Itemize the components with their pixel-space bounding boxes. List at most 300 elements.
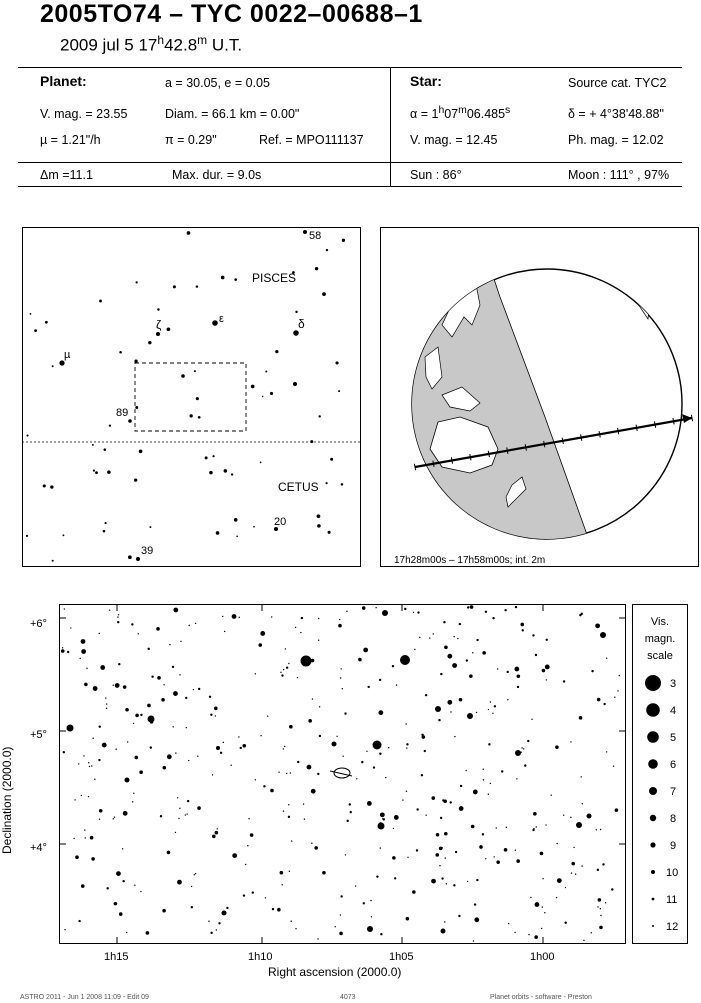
chart-star <box>469 674 473 678</box>
chart-star <box>349 803 351 805</box>
chart-star <box>344 712 346 714</box>
chart-star <box>494 705 496 707</box>
chart-star <box>209 696 211 698</box>
x-axis-label: Right ascension (2000.0) <box>268 965 402 979</box>
chart-star <box>496 860 500 864</box>
chart-star <box>238 736 239 737</box>
finder-star <box>212 320 218 326</box>
chart-star <box>340 914 341 915</box>
chart-star <box>440 817 442 819</box>
chart-star <box>338 624 342 628</box>
chart-star <box>81 639 86 644</box>
chart-star <box>532 829 534 831</box>
chart-star <box>339 619 340 620</box>
chart-star <box>378 710 383 715</box>
chart-star <box>406 917 410 921</box>
chart-star <box>466 659 468 661</box>
chart-star <box>473 790 478 795</box>
chart-star <box>546 639 548 641</box>
chart-star <box>281 674 283 676</box>
chart-star <box>382 818 383 819</box>
chart-star <box>317 938 318 939</box>
chart-star <box>392 856 396 860</box>
chart-star <box>73 838 74 839</box>
chart-star <box>504 848 508 852</box>
table-divider <box>390 67 391 186</box>
chart-star <box>216 929 217 930</box>
chart-star <box>308 719 312 723</box>
y-axis-label: Declination (2000.0) <box>0 746 14 854</box>
chart-star <box>501 770 503 772</box>
chart-star <box>454 736 455 737</box>
chart-star <box>290 772 291 773</box>
chart-star <box>278 771 279 772</box>
chart-star <box>161 698 165 702</box>
chart-star <box>74 799 75 800</box>
chart-star <box>322 871 326 875</box>
finder-star <box>317 514 321 518</box>
chart-star <box>385 777 386 778</box>
finder-star <box>236 535 238 537</box>
chart-star <box>290 921 291 922</box>
chart-star <box>318 640 319 641</box>
chart-star <box>179 808 180 809</box>
chart-star <box>185 814 186 815</box>
finder-star <box>234 518 238 522</box>
chart-star <box>81 884 85 888</box>
chart-star <box>603 703 605 705</box>
chart-star <box>189 625 190 626</box>
chart-star <box>605 902 606 903</box>
chart-star <box>232 853 237 858</box>
chart-star <box>167 754 172 759</box>
chart-star <box>83 755 84 756</box>
chart-star <box>467 881 468 882</box>
chart-star <box>600 908 601 909</box>
finder-star <box>275 350 278 353</box>
chart-star <box>396 684 397 685</box>
finder-star <box>149 526 151 528</box>
chart-star <box>157 676 161 680</box>
chart-star <box>78 763 79 764</box>
finder-star <box>325 482 327 484</box>
chart-star <box>556 897 557 898</box>
chart-star <box>339 932 343 936</box>
finder-star <box>135 406 138 409</box>
finder-star <box>109 424 111 426</box>
chart-star <box>433 633 434 634</box>
chart-star <box>217 828 218 829</box>
chart-star <box>84 829 85 830</box>
finder-star <box>104 448 107 451</box>
chart-star <box>224 631 225 632</box>
chart-star <box>527 740 529 742</box>
chart-star <box>212 774 213 775</box>
legend-dot <box>650 842 655 847</box>
legend-mag-5: 5 <box>670 732 677 744</box>
finder-star <box>295 311 297 313</box>
chart-star <box>436 833 440 837</box>
chart-star <box>215 715 216 716</box>
chart-star <box>504 609 506 611</box>
finder-star <box>128 419 132 423</box>
chart-star <box>440 673 442 675</box>
chart-star <box>459 698 463 702</box>
chart-star <box>394 877 396 879</box>
chart-star <box>363 902 365 904</box>
planet-reference: Ref. = MPO111137 <box>259 133 364 147</box>
chart-star <box>86 668 87 669</box>
finder-star <box>173 285 176 288</box>
finder-star <box>224 469 228 473</box>
chart-star <box>597 906 598 907</box>
chart-star <box>597 869 599 871</box>
finder-star <box>134 479 137 482</box>
chart-star <box>524 764 526 766</box>
chart-star <box>336 736 337 737</box>
chart-star <box>379 679 381 681</box>
chart-star <box>531 719 532 720</box>
chart-star <box>370 900 371 901</box>
chart-star <box>81 649 86 654</box>
finder-star <box>253 526 255 528</box>
chart-star <box>617 690 618 691</box>
finder-star <box>30 313 32 315</box>
chart-star <box>178 818 179 819</box>
chart-star <box>523 748 524 749</box>
chart-star <box>91 765 92 766</box>
chart-star <box>388 747 389 748</box>
chart-star <box>452 663 457 668</box>
chart-star <box>180 641 181 642</box>
chart-star <box>425 694 427 696</box>
chart-star <box>565 887 566 888</box>
chart-star <box>133 793 134 794</box>
chart-star <box>271 616 272 617</box>
chart-star <box>78 920 80 922</box>
chart-star <box>106 708 107 709</box>
chart-star <box>342 755 343 756</box>
finder-star <box>43 484 46 487</box>
chart-star <box>106 887 108 889</box>
chart-star <box>210 714 212 716</box>
chart-star <box>458 915 460 917</box>
chart-star <box>444 832 448 836</box>
legend-dot <box>651 870 655 874</box>
chart-star <box>175 832 176 833</box>
chart-star <box>243 894 245 896</box>
table-mid-rule <box>18 162 682 163</box>
chart-star <box>392 665 394 667</box>
chart-star <box>288 663 289 664</box>
chart-star <box>197 806 201 810</box>
chart-star <box>239 617 240 618</box>
chart-star <box>332 742 337 747</box>
chart-star <box>438 719 440 721</box>
chart-star <box>435 706 441 712</box>
star-phmag: Ph. mag. = 12.02 <box>568 133 664 147</box>
chart-star <box>177 880 182 885</box>
chart-star <box>117 616 118 617</box>
planet-parallax: π = 0.29" <box>165 133 217 147</box>
finder-star <box>99 300 102 303</box>
footer-mid: 4073 <box>340 994 356 1001</box>
chart-star <box>131 623 133 625</box>
chart-star <box>250 833 254 837</box>
chart-star <box>346 611 347 612</box>
finder-star <box>34 329 37 332</box>
chart-star <box>193 689 194 690</box>
finder-star <box>194 370 196 372</box>
chart-star <box>106 703 107 704</box>
chart-star <box>240 747 242 749</box>
finder-star <box>317 524 321 528</box>
chart-star <box>252 891 254 893</box>
chart-star <box>67 725 74 732</box>
chart-star <box>230 765 231 766</box>
chart-star <box>367 686 369 688</box>
chart-star <box>125 778 130 783</box>
chart-star <box>542 878 543 879</box>
chart-star <box>542 669 546 673</box>
chart-star <box>482 651 486 655</box>
finder-star <box>303 230 307 234</box>
finder-star <box>156 332 160 336</box>
chart-star <box>379 753 381 755</box>
chart-star <box>345 854 346 855</box>
legend-mag-9: 9 <box>670 840 677 852</box>
chart-star <box>263 785 265 787</box>
chart-star <box>507 699 508 700</box>
chart-star <box>431 796 435 800</box>
chart-star <box>99 819 100 820</box>
chart-star <box>99 809 103 813</box>
chart-star <box>146 931 150 935</box>
chart-star <box>619 675 620 676</box>
chart-star <box>342 688 343 689</box>
legend-dot <box>646 703 660 717</box>
chart-star <box>140 714 142 716</box>
finder-star <box>326 249 328 251</box>
legend-mag-7: 7 <box>670 786 677 798</box>
chart-star <box>303 803 304 804</box>
chart-star <box>172 726 173 727</box>
chart-star <box>84 683 88 687</box>
chart-star <box>476 639 478 641</box>
finder-star <box>196 397 199 400</box>
footer-right: Planet orbits - software - Preston <box>490 994 592 1001</box>
planet-diameter: Diam. = 66.1 km = 0.00" <box>165 107 300 121</box>
footer-left: ASTRO 2011 - Jun 1 2008 11:09 - Edit 09 <box>20 994 149 1001</box>
finder-star <box>221 276 225 280</box>
legend-dot <box>649 787 657 795</box>
finder-star <box>157 308 159 310</box>
chart-star <box>494 856 495 857</box>
x-tick-1h15: 1h15 <box>104 951 129 963</box>
chart-star <box>582 803 583 804</box>
chart-star <box>295 928 296 929</box>
planet-heading: Planet: <box>40 73 87 89</box>
chart-star <box>297 761 299 763</box>
chart-star <box>471 825 475 829</box>
chart-star <box>355 885 356 886</box>
chart-star <box>93 686 98 691</box>
chart-star <box>535 654 537 656</box>
chart-star <box>404 608 406 610</box>
chart-star <box>545 665 550 670</box>
chart-star <box>319 706 320 707</box>
chart-star <box>467 606 469 608</box>
chart-star <box>98 759 100 761</box>
chart-star <box>258 643 262 647</box>
chart-star <box>515 750 521 756</box>
chart-star <box>606 751 607 752</box>
chart-star <box>380 812 385 817</box>
chart-star <box>483 768 484 769</box>
sun-elongation: Sun : 86° <box>410 168 462 182</box>
chart-star <box>517 686 519 688</box>
chart-star <box>373 766 375 768</box>
chart-star <box>295 627 296 628</box>
chart-star <box>579 716 583 720</box>
chart-star <box>453 884 455 886</box>
chart-star <box>516 859 520 863</box>
y-tick-6: +6° <box>30 618 47 630</box>
chart-star <box>541 928 542 929</box>
finder-star <box>330 458 333 461</box>
chart-star <box>102 743 107 748</box>
chart-star <box>179 674 180 675</box>
finder-star <box>216 531 220 535</box>
chart-star <box>533 812 537 816</box>
chart-star <box>444 921 445 922</box>
chart-star <box>361 761 363 763</box>
chart-star <box>175 752 176 753</box>
chart-star <box>195 623 196 624</box>
finder-star <box>196 285 198 287</box>
chart-star <box>485 611 487 613</box>
chart-star <box>534 935 538 939</box>
chart-star <box>556 843 557 844</box>
chart-star <box>453 636 454 637</box>
legend-mag-8: 8 <box>670 813 677 825</box>
chart-star <box>340 895 342 897</box>
finder-star <box>136 557 140 561</box>
chart-star <box>114 902 118 906</box>
chart-star <box>530 897 531 898</box>
chart-star <box>187 800 189 802</box>
chart-star <box>214 707 218 711</box>
chart-star <box>571 872 572 873</box>
chart-star <box>340 677 341 678</box>
chart-star <box>492 617 494 619</box>
chart-star <box>457 638 458 639</box>
finder-star <box>26 535 28 537</box>
chart-star <box>393 828 394 829</box>
chart-star <box>421 734 423 736</box>
chart-star <box>288 816 290 818</box>
star-vmag: V. mag. = 12.45 <box>410 133 498 147</box>
legend-mag-12: 12 <box>666 921 679 933</box>
chart-star <box>442 847 443 848</box>
chart-star <box>291 840 292 841</box>
chart-star <box>406 791 407 792</box>
chart-star <box>311 659 315 663</box>
star-source: Source cat. TYC2 <box>568 76 667 90</box>
chart-star <box>591 932 592 933</box>
chart-star <box>600 915 601 916</box>
chart-star <box>465 770 466 771</box>
chart-star <box>92 738 93 739</box>
star-label-epsilon: ε <box>219 313 224 325</box>
chart-star <box>474 917 479 922</box>
chart-star <box>85 837 86 838</box>
chart-star <box>413 612 414 613</box>
chart-star <box>280 672 281 673</box>
chart-star <box>460 785 462 787</box>
finder-star <box>128 555 132 559</box>
legend-dot <box>652 925 654 927</box>
finder-star <box>319 415 321 417</box>
chart-star <box>99 726 101 728</box>
finder-star <box>234 278 237 281</box>
star-ra: $\alpha = 1^h07^m06.485^s$ <box>410 105 511 122</box>
chart-star <box>319 735 321 737</box>
chart-star <box>216 746 220 750</box>
chart-star <box>522 629 524 631</box>
legend-dot <box>645 675 661 691</box>
chart-star <box>75 855 79 859</box>
chart-star <box>265 897 266 898</box>
chart-star <box>382 610 388 616</box>
chart-star <box>421 774 423 776</box>
chart-star <box>277 908 281 912</box>
chart-star <box>373 741 382 750</box>
chart-star <box>245 864 246 865</box>
chart-star <box>595 623 600 628</box>
chart-star <box>272 908 274 910</box>
moon-elongation: Moon : 111° , 97% <box>568 168 670 182</box>
chart-star <box>600 632 606 638</box>
finder-star <box>50 485 53 488</box>
chart-star <box>186 813 187 814</box>
chart-star <box>119 912 123 916</box>
finder-star <box>198 416 201 419</box>
chart-star <box>191 906 193 908</box>
finder-star <box>95 471 98 474</box>
chart-star <box>311 843 312 844</box>
chart-star <box>443 621 445 623</box>
legend-title-3: scale <box>647 650 673 662</box>
y-tick-4: +4° <box>30 842 47 854</box>
chart-star <box>508 923 509 924</box>
chart-star <box>597 698 601 702</box>
x-tick-1h10: 1h10 <box>248 951 273 963</box>
finder-star <box>190 414 193 417</box>
chart-star <box>134 884 135 885</box>
chart-star <box>613 766 614 767</box>
finder-star <box>270 392 273 395</box>
finder-star <box>62 534 64 536</box>
chart-star <box>300 632 301 633</box>
star-label-delta: δ <box>298 317 305 331</box>
chart-star <box>600 829 601 830</box>
chart-star <box>100 665 105 670</box>
chart-star <box>118 663 120 665</box>
chart-star <box>445 857 446 858</box>
chart-star <box>222 911 227 916</box>
finder-star <box>322 292 326 296</box>
